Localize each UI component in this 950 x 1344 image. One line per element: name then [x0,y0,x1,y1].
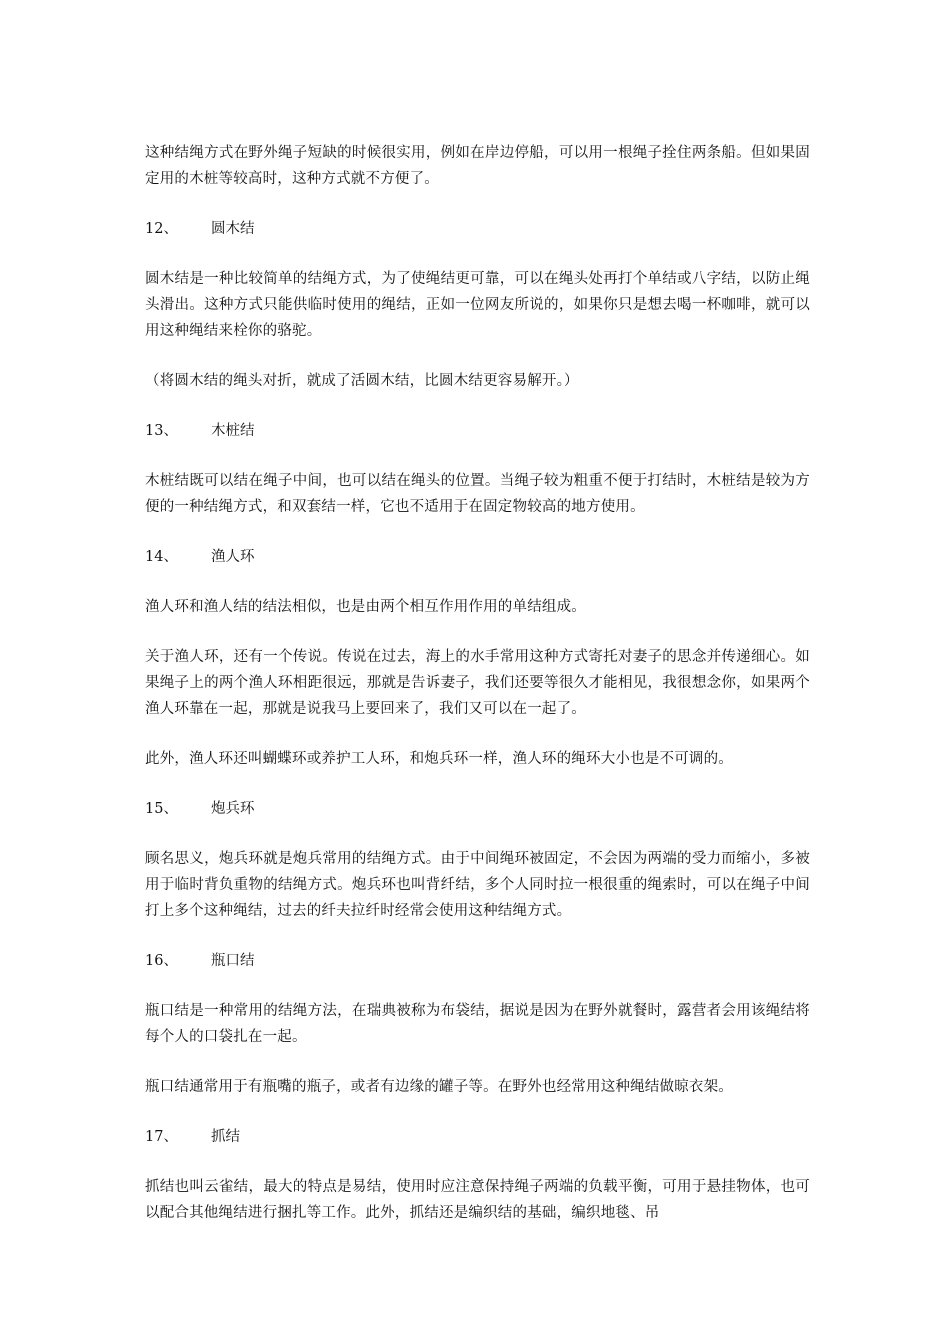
section-number: 17、 [145,1129,178,1145]
section-title: 抓结 [211,1129,240,1145]
section-title: 木桩结 [211,423,255,439]
section-number: 16、 [145,953,178,969]
section-heading-17 [145,1124,810,1150]
paragraph: 渔人环和渔人结的结法相似，也是由两个相互作用作用的单结组成。 [145,599,586,615]
section-heading-16 [145,948,810,974]
paragraph: 顾名思义，炮兵环就是炮兵常用的结绳方式。由于中间绳环被固定，不会因为两端的受力而缩小，多被用于临时背负重物的结绳方式。炮兵环也叫背纤结，多个人同时拉一根很重的绳索时，可以在绳子中间打上多个这种绳结，过去的纤夫拉纤时经常会使用这种结绳方式。 [145,851,810,919]
section-title: 渔人环 [211,549,255,565]
section-heading-14 [145,544,810,570]
document-page [145,140,810,1250]
section-title: 瓶口结 [211,953,255,969]
paragraph: 抓结也叫云雀结，最大的特点是易结，使用时应注意保持绳子两端的负载平衡，可用于悬挂物体，也可以配合其他绳结进行捆扎等工作。此外，抓结还是编织结的基础，编织地毯、吊 [145,1179,810,1221]
paragraph: 此外，渔人环还叫蝴蝶环或养护工人环，和炮兵环一样，渔人环的绳环大小也是不可调的。 [145,751,733,767]
section-number: 14、 [145,549,178,565]
paragraph: 圆木结是一种比较简单的结绳方式，为了使绳结更可靠，可以在绳头处再打个单结或八字结，以防止绳头滑出。这种方式只能供临时使用的绳结，正如一位网友所说的，如果你只是想去喝一杯咖啡，就可以用这种绳结来栓你的骆驼。 [145,271,810,339]
section-number: 13、 [145,423,178,439]
section-heading-13 [145,418,810,444]
paragraph: 这种结绳方式在野外绳子短缺的时候很实用，例如在岸边停船，可以用一根绳子拴住两条船。但如果固定用的木桩等较高时，这种方式就不方便了。 [145,145,810,187]
section-number: 15、 [145,801,178,817]
section-heading-15 [145,796,810,822]
paragraph: 关于渔人环，还有一个传说。传说在过去，海上的水手常用这种方式寄托对妻子的思念并传递细心。如果绳子上的两个渔人环相距很远，那就是告诉妻子，我们还要等很久才能相见，我很想念你，如果两个渔人环靠在一起，那就是说我马上要回来了，我们又可以在一起了。 [145,649,810,717]
section-heading-12 [145,216,810,242]
paragraph: 瓶口结是一种常用的结绳方法，在瑞典被称为布袋结，据说是因为在野外就餐时，露营者会用该绳结将每个人的口袋扎在一起。 [145,1003,810,1045]
paragraph: 瓶口结通常用于有瓶嘴的瓶子，或者有边缘的罐子等。在野外也经常用这种绳结做晾衣架。 [145,1079,733,1095]
section-title: 圆木结 [211,221,255,237]
section-number: 12、 [145,221,178,237]
section-title: 炮兵环 [211,801,255,817]
paragraph: （将圆木结的绳头对折，就成了活圆木结，比圆木结更容易解开。） [145,373,579,389]
paragraph: 木桩结既可以结在绳子中间，也可以结在绳头的位置。当绳子较为粗重不便于打结时，木桩结是较为方便的一种结绳方式，和双套结一样，它也不适用于在固定物较高的地方使用。 [145,473,810,515]
